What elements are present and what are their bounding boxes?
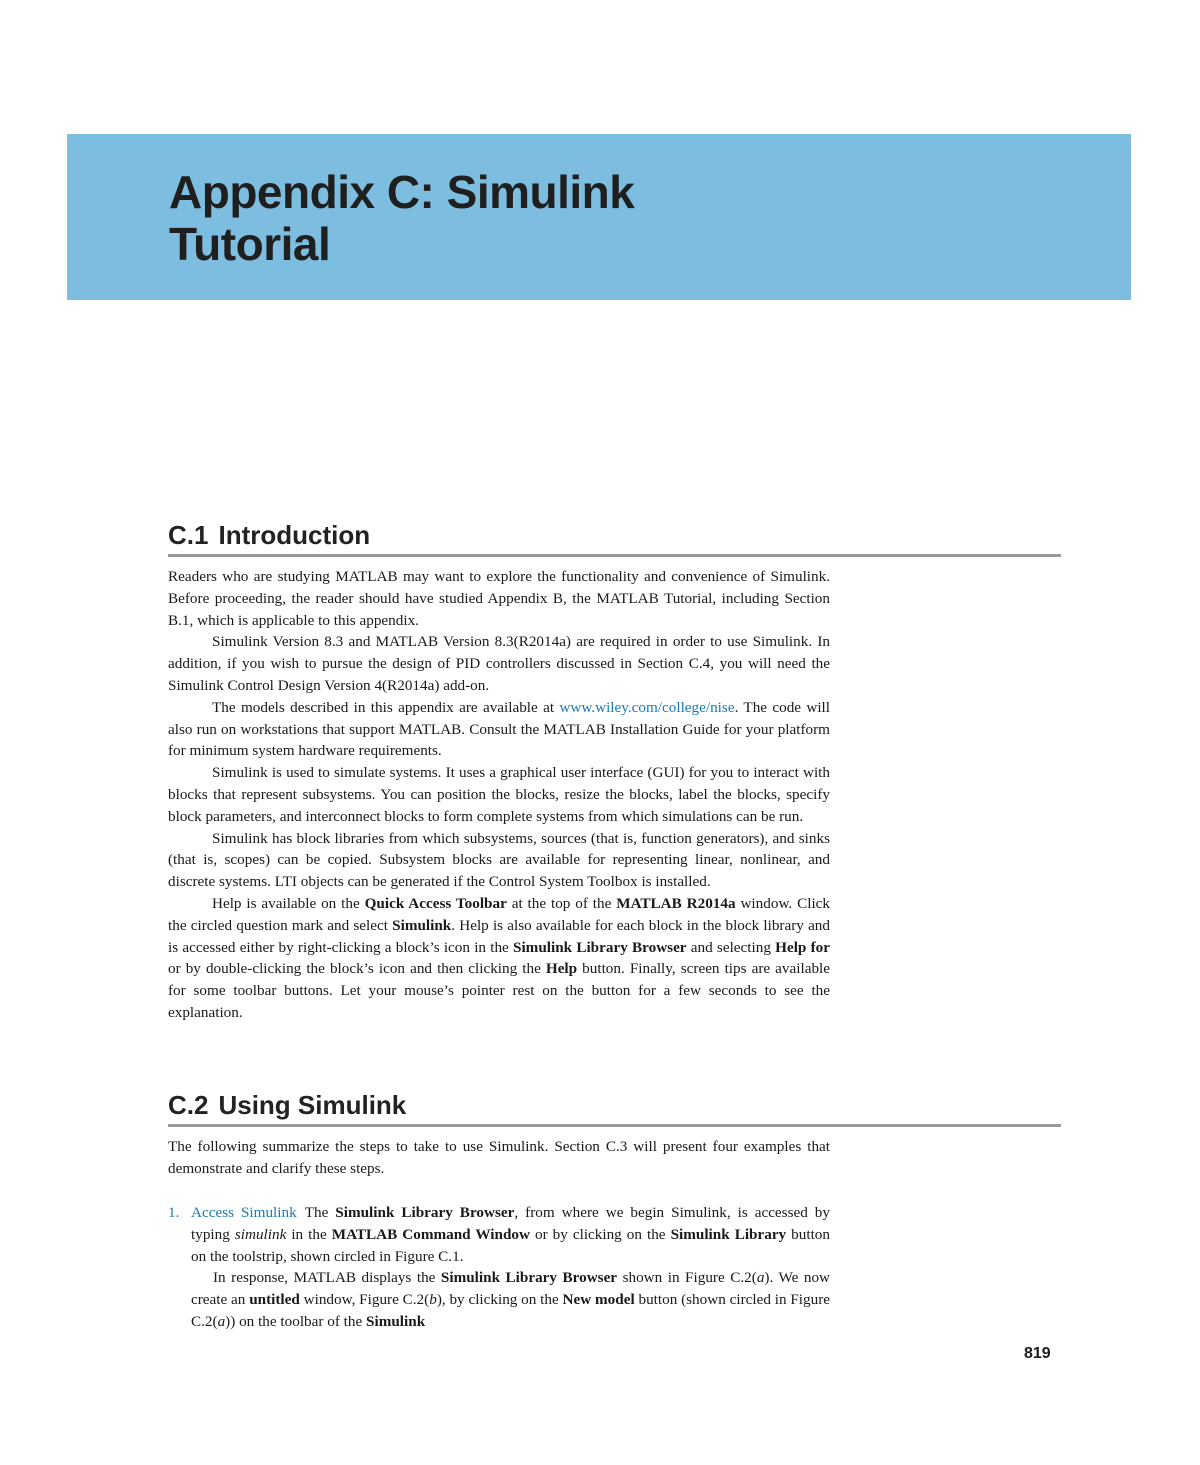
- paragraph: The following summarize the steps to take to use Simulink. Section C.3 will present four examples that demonstrate and clarify these steps.: [168, 1138, 830, 1177]
- list-marker: 1.: [168, 1204, 180, 1221]
- chapter-banner: [67, 134, 1131, 300]
- list-item-access-simulink: [168, 1202, 830, 1333]
- paragraph: Simulink has block libraries from which subsystems, sources (that is, function generators), and sinks (that is, scopes) can be copied. Subsystem blocks are available for representing linear, nonlinear, and discrete systems. LTI objects can be generated if the Control System Toolbox is installed.: [168, 829, 830, 891]
- introduction-body: [168, 566, 830, 1024]
- paragraph: Readers who are studying MATLAB may want to explore the functionality and convenience of Simulink. Before proceeding, the reader should have studied Appendix B, the MATLAB Tutorial, including Section B.1, which is applicable to this appendix.: [168, 568, 830, 629]
- runin-heading: Access Simulink: [191, 1204, 297, 1221]
- paragraph: Simulink Version 8.3 and MATLAB Version 8.3(R2014a) are required in order to use Simulink. In addition, if you wish to pursue the design of PID controllers discussed in Section C.4, you will need the Simulink Control Design Version 4(R2014a) add-on.: [168, 633, 830, 694]
- section-title: Using Simulink: [218, 1090, 407, 1120]
- section-title: Introduction: [218, 520, 371, 550]
- page-number: 819: [1024, 1345, 1051, 1362]
- chapter-title: Appendix C: Simulink Tutorial: [169, 166, 635, 270]
- paragraph: The models described in this appendix are available at www.wiley.com/college/nise. The code will also run on workstations that support MATLAB. Consult the MATLAB Installation Guide for your platform for minimum system hardware requirements.: [168, 698, 830, 760]
- section-heading-using-simulink: [168, 1088, 1061, 1127]
- section-number: C.2: [168, 1090, 209, 1120]
- section-number: C.1: [168, 520, 209, 550]
- section-heading-introduction: [168, 518, 1061, 557]
- paragraph: Access Simulink The Simulink Library Browser, from where we begin Simulink, is accessed by typing simulink in the MATLAB Command Window or by clicking on the Simulink Library button on the toolstrip, shown circled in Figure C.1.: [191, 1204, 830, 1265]
- wiley-link[interactable]: www.wiley.com/college/nise: [559, 698, 735, 716]
- paragraph: In response, MATLAB displays the Simulink Library Browser shown in Figure C.2(a). We now create an untitled window, Figure C.2(b), by clicking on the New model button (shown circled in Figure C.2(a)) on the toolbar of the Simulink: [191, 1269, 831, 1330]
- using-simulink-body: [168, 1136, 830, 1180]
- paragraph: Help is available on the Quick Access Toolbar at the top of the MATLAB R2014a window. Click the circled question mark and select Simulink. Help is also available for each block in the block library and is accessed either by right-clicking a block’s icon in the Simulink Library Browser and selecting Help for or by double-clicking the block’s icon and then clicking the Help button. Finally, screen tips are available for some toolbar buttons. Let your mouse’s pointer rest on the button for a few seconds to see the explanation.: [168, 894, 830, 1021]
- paragraph: Simulink is used to simulate systems. It uses a graphical user interface (GUI) for you to interact with blocks that represent subsystems. You can position the blocks, resize the blocks, label the blocks, specify block parameters, and interconnect blocks to form complete systems from which simulations can be run.: [168, 764, 830, 825]
